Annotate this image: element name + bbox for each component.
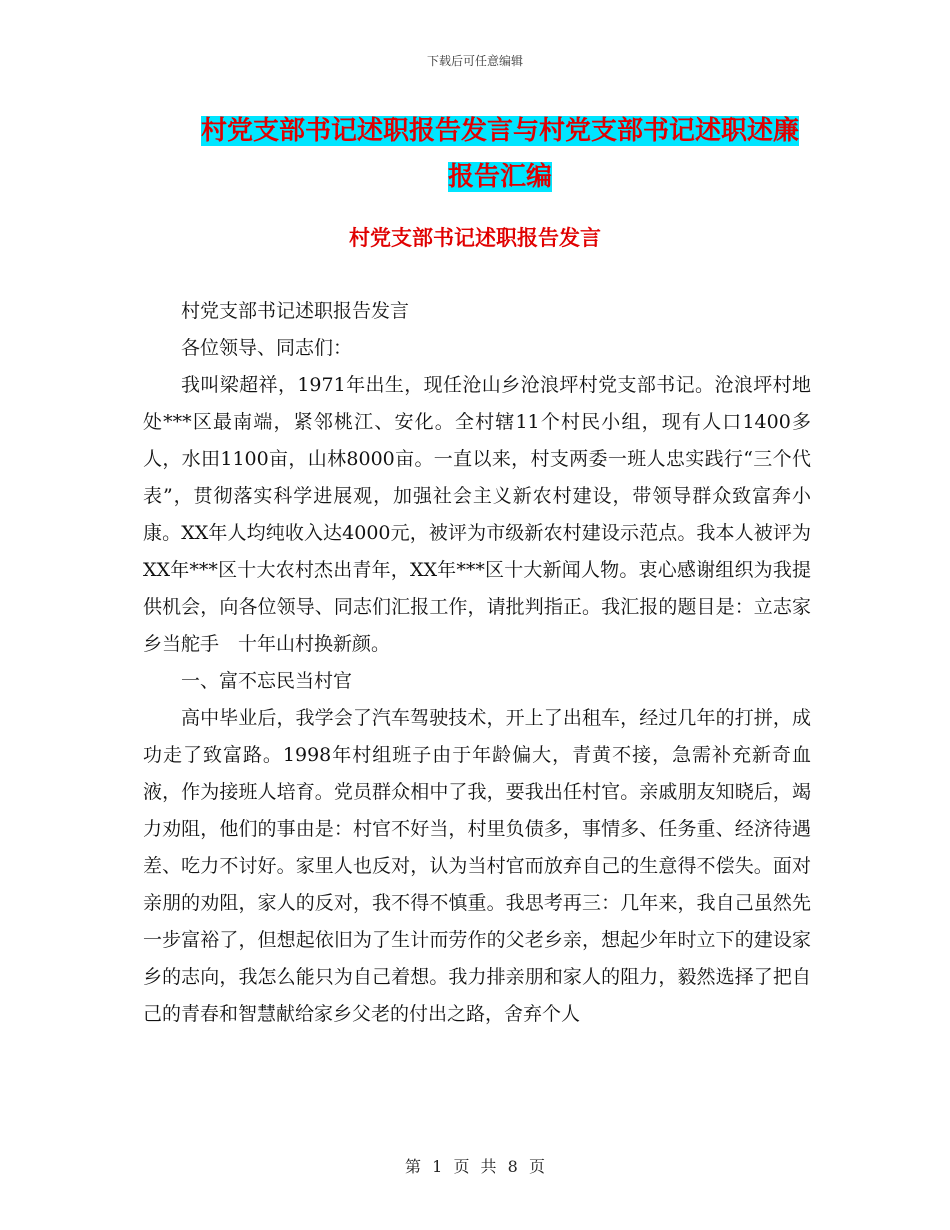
footer-mid2: 共: [480, 1157, 497, 1176]
header-note: 下载后可任意编辑: [426, 54, 523, 68]
paragraph: 高中毕业后，我学会了汽车驾驶技术，开上了出租车，经过几年的打拼，成功走了致富路。1998年村组班子由于年龄偏大，青黄不接，急需补充新奇血液，作为接班人培育。党员群众相中了我，要我出任村官。亲戚朋友知晓后，竭力劝阻，他们的事由是：村官不好当，村里负债多，事情多、任务重、经济待遇差、吃力不讨好。家里人也反对，认为当村官而放弃自己的生意得不偿失。面对亲朋的劝阻，家人的反对，我不得不慎重。我思考再三：几年来，我自己虽然先一步富裕了，但想起依旧为了生计而劳作的父老乡亲，想起少年时立下的建设家乡的志向，我怎么能只为自己着想。我力排亲朋和家人的阻力，毅然选择了把自己的青春和智慧献给家乡父老的付出之路，舍弃个人: [143, 707, 811, 1025]
document-title-line1: 村党支部书记述职报告发言与村党支部书记述职述廉: [200, 116, 799, 146]
footer-page-number: 1: [432, 1157, 443, 1176]
footer-prefix: 第: [405, 1157, 422, 1176]
section-title: 村党支部书记述职报告发言: [349, 225, 601, 250]
footer-total-pages: 8: [507, 1157, 518, 1176]
paragraph: 村党支部书记述职报告发言: [181, 300, 410, 322]
page-footer: [0, 1154, 950, 1177]
paragraph: 一、富不忘民当村官: [181, 670, 353, 692]
document-title-line2: 报告汇编: [447, 162, 552, 192]
paragraph: 各位领导、同志们：: [181, 337, 353, 359]
body-text: [143, 293, 811, 1033]
footer-suffix: 页: [528, 1157, 545, 1176]
document-title: [150, 108, 850, 200]
paragraph: 我叫梁超祥，1971年出生，现任沧山乡沧浪坪村党支部书记。沧浪坪村地处***区最南端，紧邻桃江、安化。全村辖11个村民小组，现有人口1400多人，水田1100亩，山林8000亩。一直以来，村支两委一班人忠实践行“三个代表”，贯彻落实科学进展观，加强社会主义新农村建设，带领导群众致富奔小康。XX年人均纯收入达4000元，被评为市级新农村建设示范点。我本人被评为XX年***区十大农村杰出青年，XX年***区十大新闻人物。衷心感谢组织为我提供机会，向各位领导、同志们汇报工作，请批判指正。我汇报的题目是：立志家乡当舵手 十年山村换新颜。: [143, 374, 811, 655]
footer-mid1: 页: [453, 1157, 470, 1176]
